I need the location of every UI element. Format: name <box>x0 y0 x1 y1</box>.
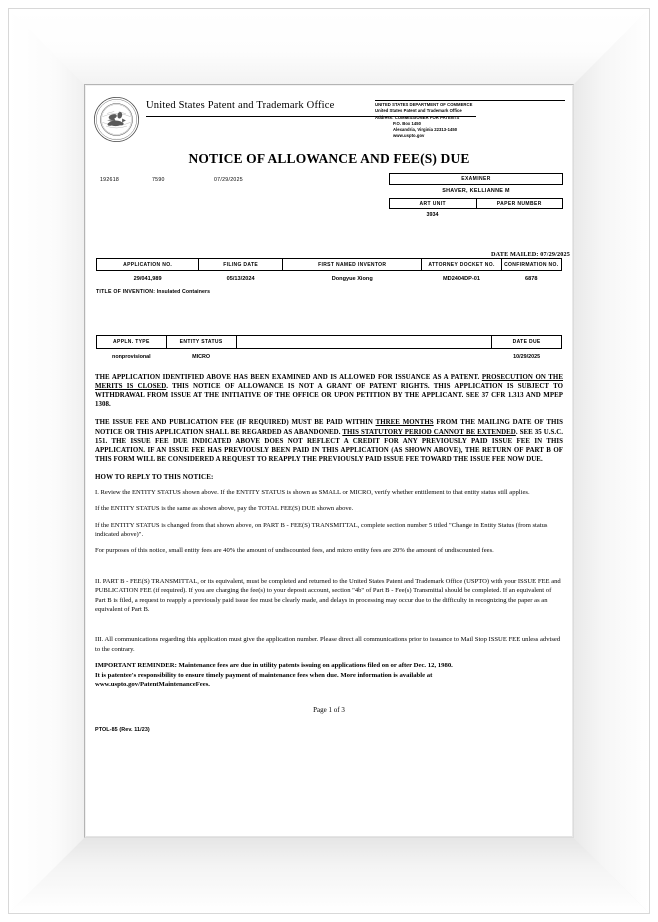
art-unit-value: 3934 <box>426 211 439 218</box>
notice-p1-underline: PROSECUTION ON THE MERITS IS CLOSED <box>95 374 563 391</box>
reminder-line-3: www.uspto.gov/PatentMaintenanceFees. <box>95 681 210 689</box>
notice-p1-b: . THIS NOTICE OF ALLOWANCE IS NOT A GRANT OF PATENT RIGHTS. THIS APPLICATION IS SUBJECT TO WITHDRAWAL FROM ISSUE AT THE INITIATIVE OF THE OFFICE OR UPON PETITION BY THE APPLICANT. SEE 37 CFR 1.313 AND MPEP 1308. <box>95 383 563 409</box>
how-to-reply-body <box>95 488 563 654</box>
col-application-no: APPLICATION NO. <box>97 259 199 271</box>
frame-bevel-left <box>9 9 87 913</box>
reminder-line-1 <box>95 661 563 671</box>
frame-bevel-top <box>9 9 649 87</box>
reply-item-2: If the ENTITY STATUS is the same as shown above, pay the TOTAL FEE(S) DUE shown above. <box>95 505 354 513</box>
frame-bevel-bottom <box>9 835 649 913</box>
entity-status-section <box>96 335 562 364</box>
val-entity-status: MICRO <box>192 354 211 360</box>
address-line-commerce: UNITED STATES DEPARTMENT OF COMMERCE <box>375 102 473 107</box>
notice-p2-c: . SEE 35 U.S.C. 151. THE ISSUE FEE DUE INDICATED ABOVE DOES NOT REFLECT A CREDIT FOR ANY PREVIOUSLY PAID ISSUE FEE IN THIS APPLICATION. IF AN ISSUE FEE HAS PREVIOUSLY BEEN PAID IN THIS APPLICATION (AS SHOWN ABOVE), THE RETURN OF PART B OF THIS FORM WILL BE CONSIDERED A REQUEST TO REAPPLY THE PREVIOUSLY PAID ISSUE FEE TOWARD THE ISSUE FEE NOW DUE. <box>95 428 563 463</box>
art-unit-value-row <box>389 209 563 218</box>
mail-codes <box>100 177 243 183</box>
reminder-text: Maintenance fees are due in utility patents issuing on applications filed on or after Dec. 12, 1980. <box>176 661 453 669</box>
col-entity-status: ENTITY STATUS <box>166 335 236 349</box>
val-first-named-inventor: Dongyue Xiong <box>331 275 373 282</box>
val-date-due: 10/29/2025 <box>513 354 541 360</box>
val-filing-date: 05/13/2024 <box>226 275 255 282</box>
reply-item-3: If the ENTITY STATUS is changed from that shown above, on PART B - FEE(S) TRANSMITTAL, complete section number 5 titled "Change in Entity Status (from status indicated above)". <box>95 521 548 539</box>
title-of-invention-label: TITLE OF INVENTION: <box>96 288 156 295</box>
notice-p2-underline-2: THIS STATUTORY PERIOD CANNOT BE EXTENDED <box>342 428 516 436</box>
paper-number-header: PAPER NUMBER <box>496 200 542 207</box>
examiner-block <box>389 173 563 218</box>
col-filing-date: FILING DATE <box>199 259 283 271</box>
col-date-due: DATE DUE <box>492 335 562 349</box>
document-content <box>86 86 572 733</box>
entity-table-header-row <box>97 335 562 349</box>
notice-paragraph-2 <box>95 418 563 464</box>
address-top-rule <box>375 100 565 101</box>
val-blank-1 <box>236 349 315 364</box>
val-blank-2 <box>315 349 394 364</box>
document-page <box>86 86 572 836</box>
notice-p1-a: THE APPLICATION IDENTIFIED ABOVE HAS BEEN EXAMINED AND IS ALLOWED FOR ISSUANCE AS A PATENT. <box>95 374 482 381</box>
table-row <box>97 270 562 286</box>
table-row <box>97 349 562 364</box>
val-blank-3 <box>394 349 492 364</box>
art-unit-header: ART UNIT <box>390 199 477 209</box>
address-po-box: P.O. Box 1450 <box>393 120 422 126</box>
address-line-uspto: United States Patent and Trademark Office <box>375 108 462 114</box>
notice-paragraphs <box>95 373 563 464</box>
val-application-no: 29/041,989 <box>133 275 162 282</box>
col-attorney-docket-no: ATTORNEY DOCKET NO. <box>422 259 501 271</box>
commerce-address-block <box>375 100 565 140</box>
reply-item-4: For purposes of this notice, small entity fees are 40% the amount of undiscounted fees, and micro entity fees are 20% the amount of undiscounted fees. <box>95 547 494 555</box>
agency-wordmark: United States Patent and Trademark Office <box>146 100 335 111</box>
col-appln-type: APPLN. TYPE <box>97 335 167 349</box>
address-commissioner: COMMISSIONER FOR PATENTS <box>394 114 460 120</box>
address-website: www.uspto.gov <box>393 133 425 139</box>
reply-item-6: III. All communications regarding this application must give the application number. Please direct all communications prior to issuance to Mail Stop ISSUE FEE unless advised to the contrary. <box>95 636 561 653</box>
art-unit-header-row <box>389 198 563 210</box>
col-blank-1 <box>236 335 315 349</box>
notice-p2-underline-1: THREE MONTHS <box>375 419 434 427</box>
reminder-label: IMPORTANT REMINDER: <box>95 661 177 669</box>
examiner-header: EXAMINER <box>389 173 563 185</box>
col-blank-3 <box>394 335 492 349</box>
notice-p2-b: FROM THE MAILING DATE OF THIS NOTICE OR THIS APPLICATION SHALL BE REGARDED AS ABANDONED. <box>95 419 563 436</box>
page-number: Page 1 of 3 <box>313 706 345 715</box>
notice-paragraph-1 <box>95 373 563 409</box>
paper-number-value <box>476 212 563 218</box>
date-mailed: DATE MAILED: 07/29/2025 <box>491 251 570 258</box>
col-confirmation-no: CONFIRMATION NO. <box>501 259 561 271</box>
reminder-line-2: It is patentee's responsibility to ensure timely payment of maintenance fees when due. More information is available at <box>95 671 433 679</box>
svg-text:· · · · · · · ·: · · · · · · · · <box>111 138 122 141</box>
how-to-reply-heading: HOW TO REPLY TO THIS NOTICE: <box>95 472 214 481</box>
svg-text:· · · · · · · ·: · · · · · · · · <box>111 101 122 104</box>
val-appln-type: nonprovisional <box>112 354 151 360</box>
section-gap-2 <box>95 621 563 635</box>
application-table-header-row <box>97 259 562 271</box>
val-attorney-docket-no: MD2404DP-01 <box>443 275 480 282</box>
val-confirmation-no: 6878 <box>525 275 538 282</box>
entity-status-table <box>96 335 562 364</box>
examiner-info-strip <box>86 173 572 245</box>
mail-date: 07/29/2025 <box>214 177 243 183</box>
col-blank-2 <box>315 335 394 349</box>
uspto-seal-icon <box>93 96 140 143</box>
notice-p2-a: THE ISSUE FEE AND PUBLICATION FEE (IF REQUIRED) MUST BE PAID WITHIN <box>95 419 376 427</box>
frame-bevel-right <box>571 9 649 913</box>
important-reminder <box>95 661 563 690</box>
reply-item-1: I. Review the ENTITY STATUS shown above. If the ENTITY STATUS is shown as SMALL or MICRO, verify whether entitlement to that entity status still applies. <box>95 488 530 496</box>
address-city-state-zip: Alexandria, Virginia 22313-1450 <box>393 127 458 133</box>
title-of-invention-value: Insulated Containers <box>156 288 211 295</box>
page-title: NOTICE OF ALLOWANCE AND FEE(S) DUE <box>188 151 470 166</box>
mail-code: 7590 <box>152 177 165 183</box>
form-code: PTOL-85 (Rev. 11/23) <box>95 727 150 734</box>
title-of-invention <box>96 289 562 295</box>
application-table <box>96 258 562 286</box>
section-gap-1 <box>95 563 563 577</box>
address-label: Address: <box>375 114 394 120</box>
col-first-named-inventor: FIRST NAMED INVENTOR <box>282 259 422 271</box>
reply-item-5: II. PART B - FEE(S) TRANSMITTAL, or its equivalent, must be completed and returned to the United States Patent and Trademark Office (USPTO) with your ISSUE FEE and PUBLICATION FEE (if required). If you are charging the fee(s) to your deposit account, section "4b" of Part B - Fee(s) Transmittal should be completed. If an equivalent of Part B is filed, a request to reapply a previously paid issue fee must be clearly made, and delays in processing may occur due to the difficulty in recognizing the paper as an equivalent of Part B. <box>95 577 561 613</box>
document-header <box>86 86 572 148</box>
customer-number: 192618 <box>100 177 120 183</box>
examiner-name: SHAVER, KELLIANNE M <box>442 187 510 194</box>
